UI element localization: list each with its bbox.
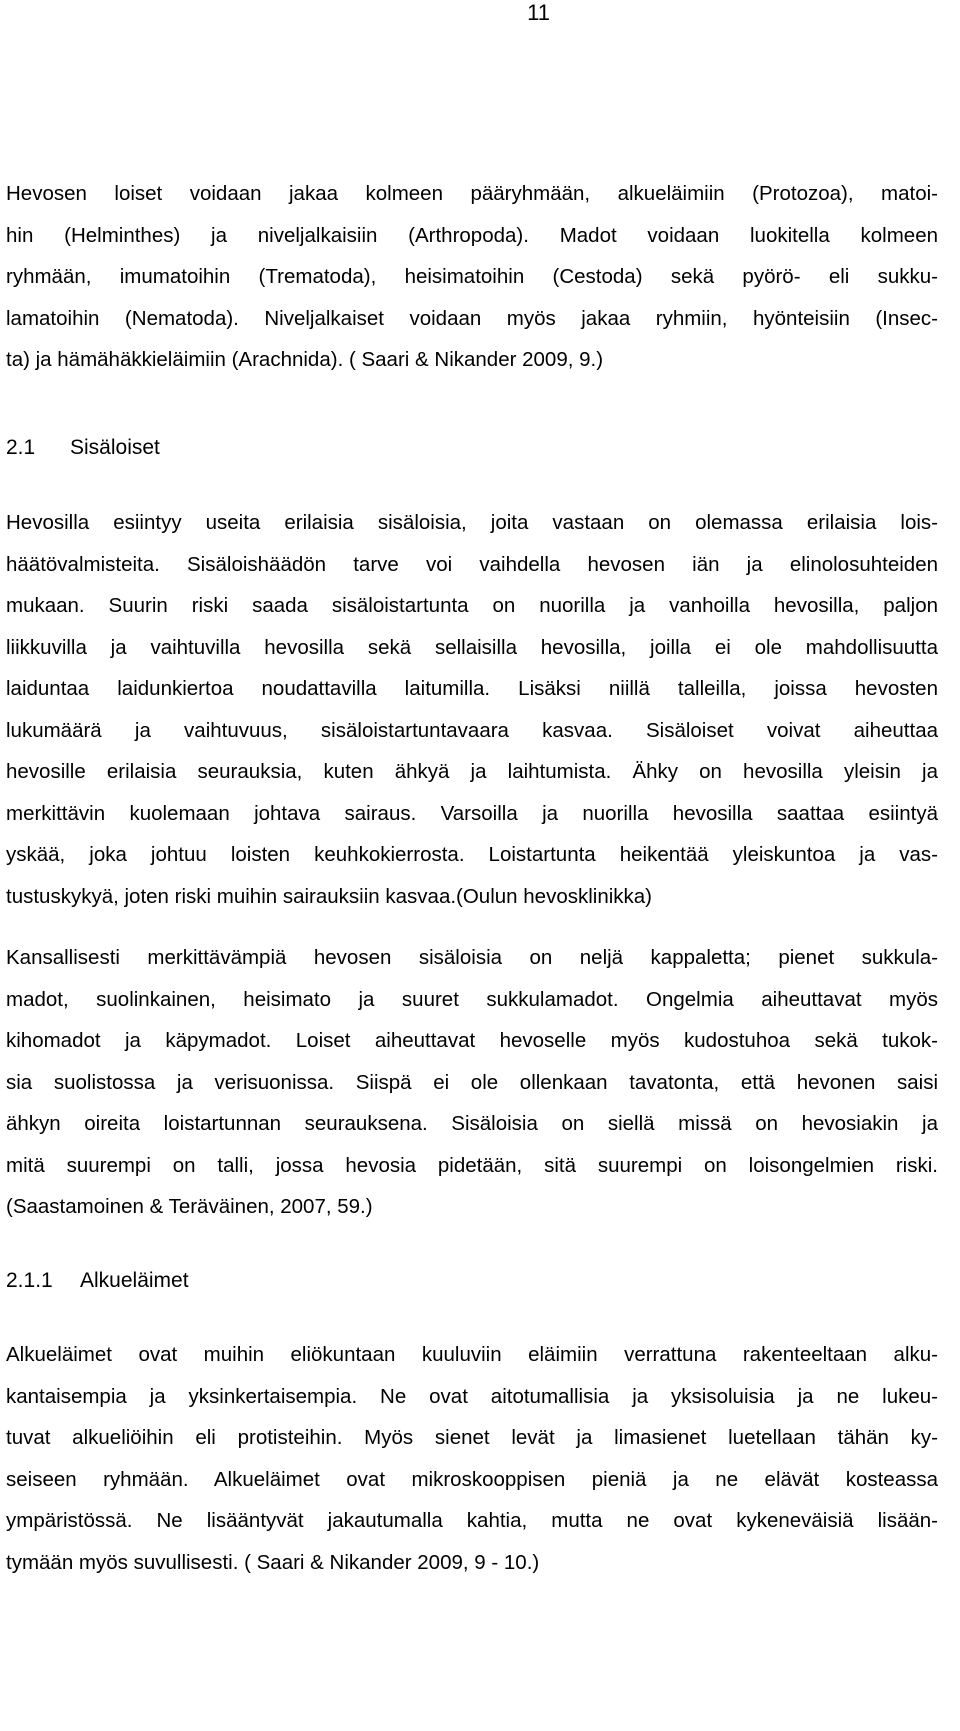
text-line: lukumäärä ja vaihtuvuus, sisäloistartuntavaara kasvaa. Sisäloiset voivat aiheuttaa <box>6 718 938 742</box>
paragraph-text <box>6 502 938 917</box>
text-line: sia suolistossa ja verisuonissa. Siispä ei ole ollenkaan tavatonta, että hevonen saisi <box>6 1070 938 1094</box>
text-line: kantaisempia ja yksinkertaisempia. Ne ovat aitotumallisia ja yksisoluisia ja ne lukeu- <box>6 1384 938 1408</box>
paragraph-text <box>6 1334 938 1583</box>
text-line: mitä suurempi on talli, jossa hevosia pidetään, sitä suurempi on loisongelmien riski. <box>6 1153 938 1177</box>
text-line: yskää, joka johtuu loisten keuhkokierrosta. Loistartunta heikentää yleiskuntoa ja vas- <box>6 843 938 866</box>
paragraph-text <box>6 173 938 381</box>
text-line: merkittävin kuolemaan johtava sairaus. Varsoilla ja nuorilla hevosilla saattaa esiintyä <box>6 801 938 825</box>
text-line: ryhmään, imumatoihin (Trematoda), heisimatoihin (Cestoda) sekä pyörö- eli sukku- <box>6 265 938 288</box>
text-line: häätövalmisteita. Sisäloishäädön tarve voi vaihdella hevosen iän ja elinolosuhteiden <box>6 552 938 576</box>
text-line: laiduntaa laidunkiertoa noudattavilla laitumilla. Lisäksi niillä talleilla, joissa hevosten <box>6 677 938 700</box>
text-line: ympäristössä. Ne lisääntyvät jakautumalla kahtia, mutta ne ovat kykeneväisiä lisään- <box>6 1509 938 1532</box>
text-line: Kansallisesti merkittävämpiä hevosen sisäloisia on neljä kappaletta; pienet sukkula- <box>6 946 938 969</box>
section-title: Alkueläimet <box>80 1269 189 1292</box>
section-number: 2.1 <box>6 436 36 459</box>
text-line: mukaan. Suurin riski saada sisäloistartunta on nuorilla ja vanhoilla hevosilla, paljon <box>6 594 938 617</box>
paragraph-protozoa <box>6 1334 938 1583</box>
section-title: Sisäloiset <box>70 436 160 459</box>
page-number: 11 <box>527 0 550 25</box>
text-line: kihomadot ja käpymadot. Loiset aiheuttavat hevoselle myös kudostuhoa sekä tukok- <box>6 1029 938 1052</box>
text-line: tuvat alkueliöihin eli protisteihin. Myös sienet levät ja limasienet luetellaan tähän ky- <box>6 1426 938 1449</box>
section-heading-2-1 <box>6 433 938 463</box>
paragraph-national-parasites <box>6 937 938 1228</box>
section-heading-2-1-1 <box>6 1266 938 1296</box>
text-line: hin (Helminthes) ja niveljalkaisiin (Arthropoda). Madot voidaan luokitella kolmeen <box>6 223 938 247</box>
section-heading <box>6 1266 938 1296</box>
text-line: hevosille erilaisia seurauksia, kuten ähkyä ja laihtumista. Ähky on hevosilla yleisin ja <box>6 760 938 783</box>
text-line: ta) ja hämähäkkieläimiin (Arachnida). ( Saari & Nikander 2009, 9.) <box>6 348 604 371</box>
text-line: lamatoihin (Nematoda). Niveljalkaiset voidaan myös jakaa ryhmiin, hyönteisiin (Insec- <box>6 306 938 330</box>
text-line: Alkueläimet ovat muihin eliökuntaan kuuluviin eläimiin verrattuna rakenteeltaan alku- <box>6 1343 938 1366</box>
text-line: madot, suolinkainen, heisimato ja suuret sukkulamadot. Ongelmia aiheuttavat myös <box>6 987 938 1011</box>
section-number: 2.1.1 <box>6 1269 53 1292</box>
paragraph-text <box>6 937 938 1228</box>
text-line: tymään myös suvullisesti. ( Saari & Nikander 2009, 9 - 10.) <box>6 1550 540 1574</box>
text-line: seiseen ryhmään. Alkueläimet ovat mikroskooppisen pieniä ja ne elävät kosteassa <box>6 1467 938 1491</box>
paragraph-parasite-groups <box>6 173 938 381</box>
text-line: ähkyn oireita loistartunnan seurauksena. Sisäloisia on siellä missä on hevosiakin ja <box>6 1112 938 1135</box>
text-line: tustuskykyä, joten riski muihin sairauksiin kasvaa.(Oulun hevosklinikka) <box>6 884 653 908</box>
text-line: liikkuvilla ja vaihtuvilla hevosilla sekä sellaisilla hevosilla, joilla ei ole mahdollisuutta <box>6 635 938 659</box>
section-heading <box>6 433 938 463</box>
text-line: (Saastamoinen & Teräväinen, 2007, 59.) <box>6 1195 373 1218</box>
text-line: Hevosilla esiintyy useita erilaisia sisäloisia, joita vastaan on olemassa erilaisia lois- <box>6 511 938 534</box>
paragraph-internal-parasites <box>6 502 938 917</box>
text-line: Hevosen loiset voidaan jakaa kolmeen pääryhmään, alkueläimiin (Protozoa), matoi- <box>6 182 938 205</box>
